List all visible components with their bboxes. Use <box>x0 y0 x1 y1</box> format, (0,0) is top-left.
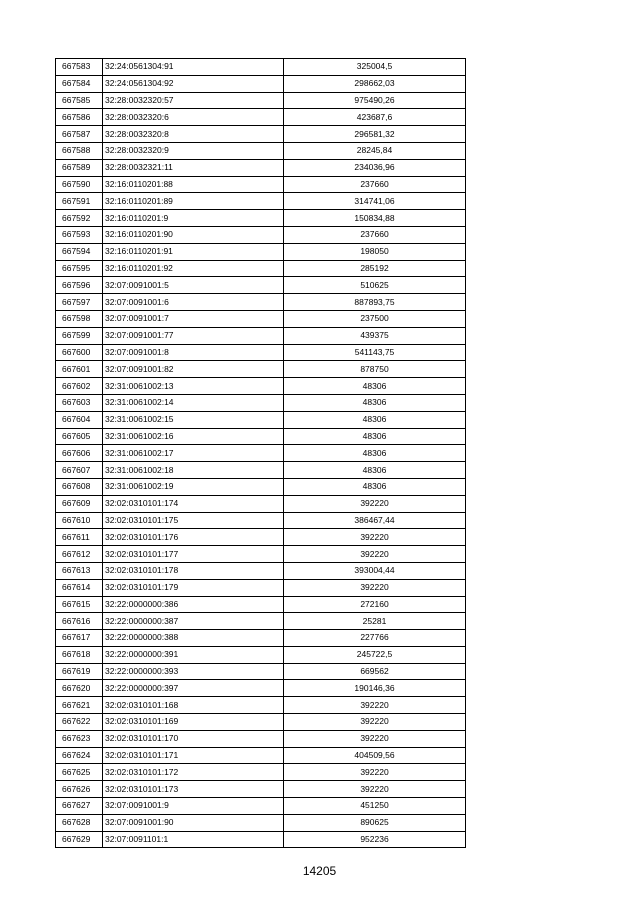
table-row <box>56 361 466 378</box>
value-cell: 392220 <box>284 529 466 546</box>
row-id-cell: 667602 <box>56 378 103 395</box>
table-row <box>56 596 466 613</box>
row-id-cell: 667615 <box>56 596 103 613</box>
row-id-cell: 667601 <box>56 361 103 378</box>
value-cell: 423687,6 <box>284 109 466 126</box>
table-row <box>56 714 466 731</box>
cadastral-number-cell: 32:07:0091001:6 <box>103 294 284 311</box>
cadastral-number-cell: 32:07:0091001:90 <box>103 814 284 831</box>
row-id-cell: 667589 <box>56 159 103 176</box>
value-cell: 386467,44 <box>284 512 466 529</box>
table-row <box>56 478 466 495</box>
cadastral-number-cell: 32:22:0000000:388 <box>103 630 284 647</box>
table-body <box>56 59 466 848</box>
value-cell: 48306 <box>284 378 466 395</box>
value-cell: 237660 <box>284 176 466 193</box>
cadastral-number-cell: 32:31:0061002:15 <box>103 411 284 428</box>
cadastral-number-cell: 32:28:0032320:9 <box>103 142 284 159</box>
row-id-cell: 667586 <box>56 109 103 126</box>
table-row <box>56 411 466 428</box>
cadastral-number-cell: 32:16:0110201:91 <box>103 243 284 260</box>
cadastral-number-cell: 32:28:0032320:57 <box>103 92 284 109</box>
row-id-cell: 667627 <box>56 798 103 815</box>
row-id-cell: 667609 <box>56 495 103 512</box>
cadastral-number-cell: 32:31:0061002:16 <box>103 428 284 445</box>
cadastral-number-cell: 32:16:0110201:92 <box>103 260 284 277</box>
value-cell: 25281 <box>284 613 466 630</box>
table-row <box>56 109 466 126</box>
cadastral-number-cell: 32:31:0061002:17 <box>103 445 284 462</box>
value-cell: 887893,75 <box>284 294 466 311</box>
cadastral-number-cell: 32:16:0110201:9 <box>103 210 284 227</box>
table-row <box>56 512 466 529</box>
table-row <box>56 193 466 210</box>
table-row <box>56 663 466 680</box>
table-row <box>56 92 466 109</box>
cadastral-number-cell: 32:02:0310101:175 <box>103 512 284 529</box>
value-cell: 237660 <box>284 226 466 243</box>
row-id-cell: 667626 <box>56 781 103 798</box>
row-id-cell: 667612 <box>56 546 103 563</box>
cadastral-number-cell: 32:24:0561304:91 <box>103 59 284 76</box>
value-cell: 272160 <box>284 596 466 613</box>
value-cell: 392220 <box>284 495 466 512</box>
row-id-cell: 667629 <box>56 831 103 848</box>
row-id-cell: 667611 <box>56 529 103 546</box>
value-cell: 237500 <box>284 310 466 327</box>
cadastral-number-cell: 32:28:0032320:8 <box>103 126 284 143</box>
cadastral-number-cell: 32:07:0091001:8 <box>103 344 284 361</box>
table-row <box>56 159 466 176</box>
value-cell: 439375 <box>284 327 466 344</box>
cadastral-number-cell: 32:02:0310101:173 <box>103 781 284 798</box>
value-cell: 48306 <box>284 478 466 495</box>
cadastral-number-cell: 32:07:0091001:82 <box>103 361 284 378</box>
cadastral-number-cell: 32:22:0000000:393 <box>103 663 284 680</box>
row-id-cell: 667599 <box>56 327 103 344</box>
value-cell: 150834,88 <box>284 210 466 227</box>
value-cell: 392220 <box>284 579 466 596</box>
row-id-cell: 667605 <box>56 428 103 445</box>
value-cell: 541143,75 <box>284 344 466 361</box>
cadastral-number-cell: 32:02:0310101:174 <box>103 495 284 512</box>
table-row <box>56 277 466 294</box>
value-cell: 28245,84 <box>284 142 466 159</box>
row-id-cell: 667588 <box>56 142 103 159</box>
cadastral-number-cell: 32:02:0310101:172 <box>103 764 284 781</box>
table-row <box>56 243 466 260</box>
table-row <box>56 445 466 462</box>
cadastral-number-cell: 32:07:0091001:9 <box>103 798 284 815</box>
value-cell: 392220 <box>284 730 466 747</box>
value-cell: 392220 <box>284 781 466 798</box>
table-row <box>56 126 466 143</box>
table-row <box>56 680 466 697</box>
table-row <box>56 378 466 395</box>
row-id-cell: 667584 <box>56 75 103 92</box>
table-row <box>56 462 466 479</box>
row-id-cell: 667617 <box>56 630 103 647</box>
cadastral-number-cell: 32:02:0310101:171 <box>103 747 284 764</box>
table-row <box>56 579 466 596</box>
table-row <box>56 59 466 76</box>
row-id-cell: 667600 <box>56 344 103 361</box>
row-id-cell: 667607 <box>56 462 103 479</box>
cadastral-number-cell: 32:22:0000000:386 <box>103 596 284 613</box>
row-id-cell: 667587 <box>56 126 103 143</box>
table-row <box>56 394 466 411</box>
row-id-cell: 667597 <box>56 294 103 311</box>
cadastral-number-cell: 32:02:0310101:168 <box>103 697 284 714</box>
row-id-cell: 667622 <box>56 714 103 731</box>
value-cell: 48306 <box>284 462 466 479</box>
cadastral-number-cell: 32:22:0000000:387 <box>103 613 284 630</box>
row-id-cell: 667604 <box>56 411 103 428</box>
value-cell: 298662,03 <box>284 75 466 92</box>
table-row <box>56 831 466 848</box>
cadastral-number-cell: 32:31:0061002:19 <box>103 478 284 495</box>
table-row <box>56 697 466 714</box>
table-row <box>56 210 466 227</box>
value-cell: 234036,96 <box>284 159 466 176</box>
row-id-cell: 667591 <box>56 193 103 210</box>
value-cell: 392220 <box>284 714 466 731</box>
value-cell: 190146,36 <box>284 680 466 697</box>
row-id-cell: 667594 <box>56 243 103 260</box>
cadastral-number-cell: 32:02:0310101:170 <box>103 730 284 747</box>
cadastral-number-cell: 32:28:0032321:11 <box>103 159 284 176</box>
row-id-cell: 667585 <box>56 92 103 109</box>
value-cell: 285192 <box>284 260 466 277</box>
row-id-cell: 667614 <box>56 579 103 596</box>
row-id-cell: 667593 <box>56 226 103 243</box>
cadastral-number-cell: 32:31:0061002:14 <box>103 394 284 411</box>
row-id-cell: 667596 <box>56 277 103 294</box>
value-cell: 890625 <box>284 814 466 831</box>
table-row <box>56 226 466 243</box>
cadastral-number-cell: 32:02:0310101:177 <box>103 546 284 563</box>
row-id-cell: 667625 <box>56 764 103 781</box>
table-row <box>56 798 466 815</box>
row-id-cell: 667613 <box>56 562 103 579</box>
table-row <box>56 344 466 361</box>
cadastral-number-cell: 32:28:0032320:6 <box>103 109 284 126</box>
row-id-cell: 667606 <box>56 445 103 462</box>
value-cell: 296581,32 <box>284 126 466 143</box>
table-row <box>56 142 466 159</box>
table-row <box>56 781 466 798</box>
table-row <box>56 747 466 764</box>
cadastral-number-cell: 32:02:0310101:176 <box>103 529 284 546</box>
row-id-cell: 667628 <box>56 814 103 831</box>
cadastral-number-cell: 32:07:0091001:77 <box>103 327 284 344</box>
row-id-cell: 667616 <box>56 613 103 630</box>
cadastral-number-cell: 32:31:0061002:18 <box>103 462 284 479</box>
cadastral-number-cell: 32:02:0310101:169 <box>103 714 284 731</box>
value-cell: 325004,5 <box>284 59 466 76</box>
value-cell: 392220 <box>284 764 466 781</box>
row-id-cell: 667595 <box>56 260 103 277</box>
page-number: 14205 <box>302 864 337 878</box>
value-cell: 878750 <box>284 361 466 378</box>
value-cell: 198050 <box>284 243 466 260</box>
cadastral-number-cell: 32:07:0091001:7 <box>103 310 284 327</box>
value-cell: 975490,26 <box>284 92 466 109</box>
row-id-cell: 667603 <box>56 394 103 411</box>
value-cell: 227766 <box>284 630 466 647</box>
value-cell: 404509,56 <box>284 747 466 764</box>
cadastral-number-cell: 32:02:0310101:179 <box>103 579 284 596</box>
table-row <box>56 495 466 512</box>
value-cell: 392220 <box>284 697 466 714</box>
row-id-cell: 667592 <box>56 210 103 227</box>
value-cell: 48306 <box>284 428 466 445</box>
table-row <box>56 814 466 831</box>
value-cell: 48306 <box>284 394 466 411</box>
row-id-cell: 667621 <box>56 697 103 714</box>
cadastral-number-cell: 32:16:0110201:88 <box>103 176 284 193</box>
row-id-cell: 667623 <box>56 730 103 747</box>
row-id-cell: 667610 <box>56 512 103 529</box>
table-row <box>56 310 466 327</box>
table-row <box>56 562 466 579</box>
row-id-cell: 667608 <box>56 478 103 495</box>
cadastral-number-cell: 32:16:0110201:90 <box>103 226 284 243</box>
row-id-cell: 667619 <box>56 663 103 680</box>
table-row <box>56 730 466 747</box>
table-row <box>56 294 466 311</box>
row-id-cell: 667620 <box>56 680 103 697</box>
value-cell: 451250 <box>284 798 466 815</box>
table-row <box>56 613 466 630</box>
cadastral-number-cell: 32:07:0091001:5 <box>103 277 284 294</box>
value-cell: 48306 <box>284 445 466 462</box>
cadastral-number-cell: 32:16:0110201:89 <box>103 193 284 210</box>
value-cell: 952236 <box>284 831 466 848</box>
cadastral-number-cell: 32:31:0061002:13 <box>103 378 284 395</box>
value-cell: 314741,06 <box>284 193 466 210</box>
cadastral-number-cell: 32:07:0091101:1 <box>103 831 284 848</box>
cadastral-number-cell: 32:22:0000000:391 <box>103 646 284 663</box>
value-cell: 392220 <box>284 546 466 563</box>
table-row <box>56 75 466 92</box>
table-row <box>56 260 466 277</box>
value-cell: 669562 <box>284 663 466 680</box>
value-cell: 393004,44 <box>284 562 466 579</box>
table-row <box>56 529 466 546</box>
value-cell: 245722,5 <box>284 646 466 663</box>
cadastral-number-cell: 32:22:0000000:397 <box>103 680 284 697</box>
table-row <box>56 176 466 193</box>
table-row <box>56 764 466 781</box>
table-row <box>56 546 466 563</box>
row-id-cell: 667618 <box>56 646 103 663</box>
cadastral-value-table <box>55 58 466 848</box>
row-id-cell: 667583 <box>56 59 103 76</box>
table-row <box>56 428 466 445</box>
row-id-cell: 667598 <box>56 310 103 327</box>
table-row <box>56 646 466 663</box>
value-cell: 48306 <box>284 411 466 428</box>
cadastral-number-cell: 32:02:0310101:178 <box>103 562 284 579</box>
table-row <box>56 630 466 647</box>
row-id-cell: 667624 <box>56 747 103 764</box>
value-cell: 510625 <box>284 277 466 294</box>
cadastral-number-cell: 32:24:0561304:92 <box>103 75 284 92</box>
row-id-cell: 667590 <box>56 176 103 193</box>
table-row <box>56 327 466 344</box>
